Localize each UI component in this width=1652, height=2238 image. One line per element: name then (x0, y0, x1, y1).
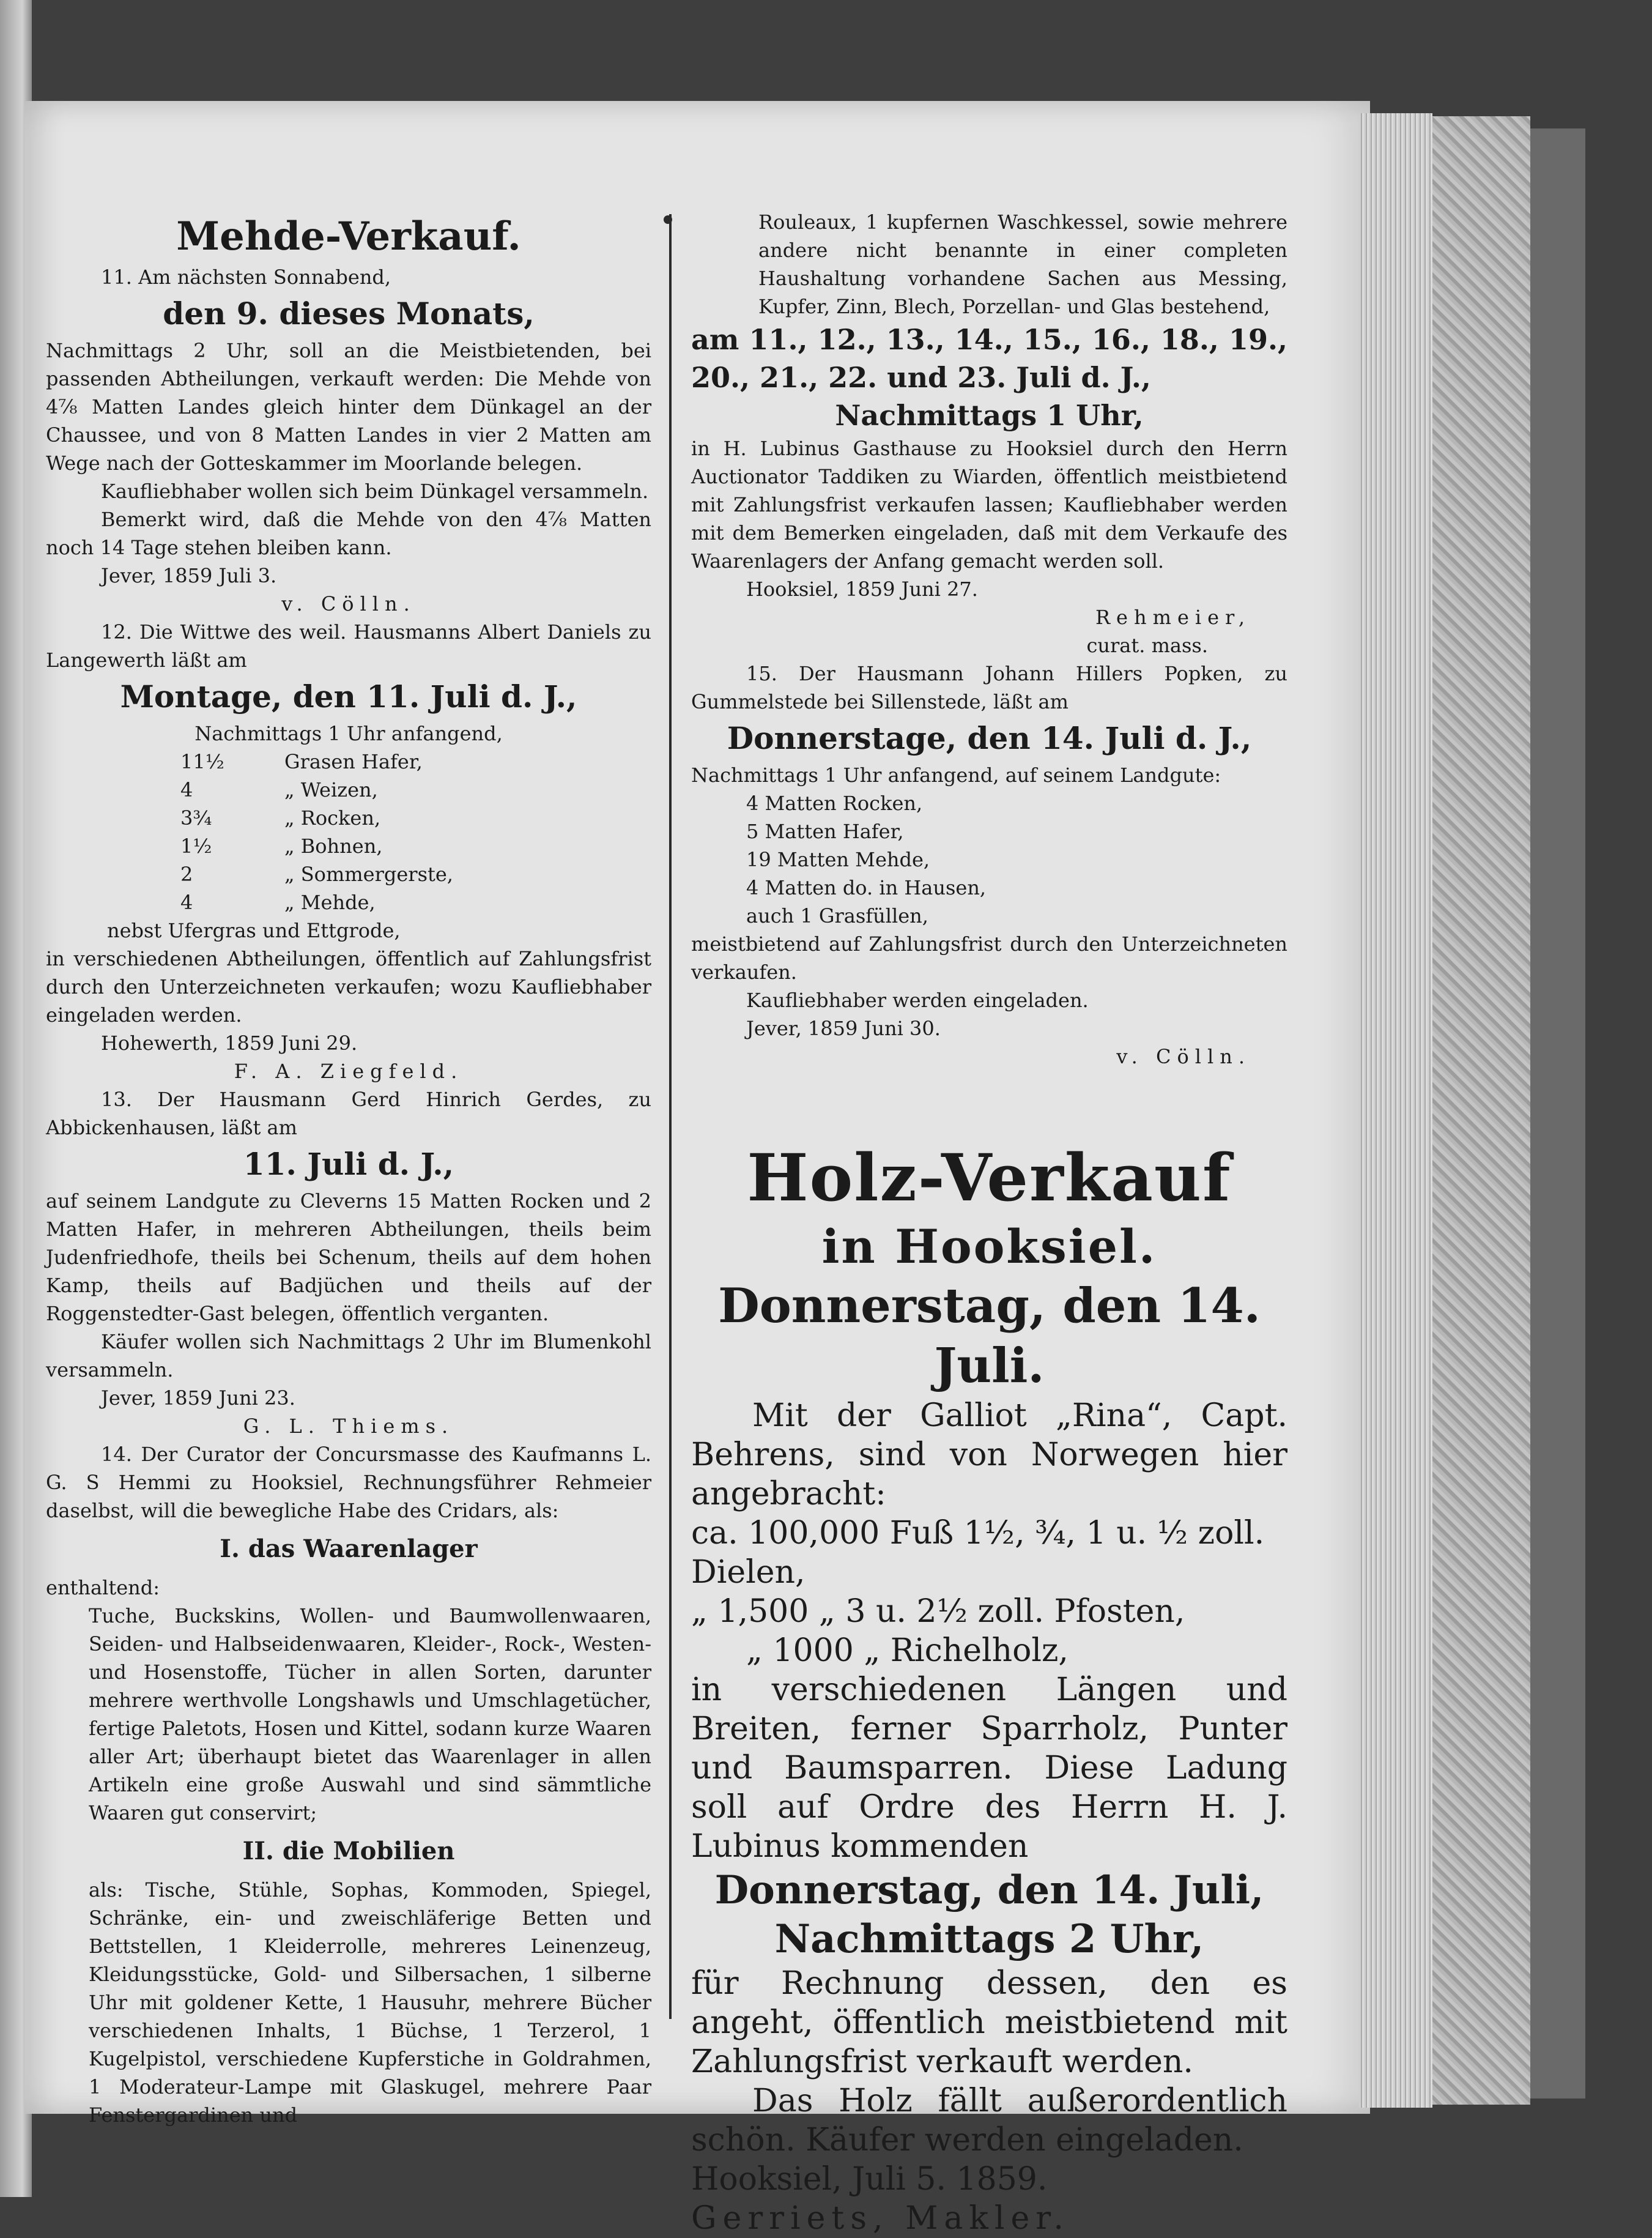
notice-15-list (691, 789, 1287, 930)
ad-signature: Gerriets, Makler. (691, 2200, 1070, 2237)
notice-14-dates: am 11., 12., 13., 14., 15., 16., 18., 19., 20., 21., 22. und 23. Juli d. J., (691, 323, 1287, 394)
notice-12-signature: F. A. Ziegfeld. (234, 1060, 464, 1083)
notice-14-time: Nachmittags 1 Uhr, (835, 399, 1144, 432)
ad-line-2: Dielen, (691, 1554, 806, 1591)
notice-14-signature-title: curat. mass. (1086, 634, 1208, 657)
notice-13-place: Jever, 1859 Juni 23. (101, 1386, 295, 1410)
notice-13-signature: G. L. Thiems. (243, 1415, 454, 1438)
notice-11-text2: Kaufliebhaber wollen sich beim Dünkagel versammeln. (101, 480, 649, 503)
list-item: 4 Matten Rocken, (746, 792, 923, 815)
notice-15-place: Jever, 1859 Juni 30. (746, 1017, 941, 1040)
list-item: 19 Matten Mehde, (746, 848, 930, 871)
list-item: 4 „ Weizen, (180, 778, 378, 801)
right-column (691, 208, 1287, 2238)
crop-list (46, 748, 651, 916)
ad-date: Donnerstag, den 14. Juli. (718, 1278, 1261, 1394)
ad-paragraph-4: Das Holz fällt außerordentlich schön. Käufer werden eingeladen. (691, 2083, 1287, 2158)
notice-11-date: den 9. dieses Monats, (163, 296, 535, 332)
ad-paragraph-2: in verschiedenen Längen und Breiten, ferner Sparrholz, Punter und Baumsparren. Diese Ladung soll auf Ordre des Herrn H. J. Lubinus kommenden (691, 1671, 1287, 1865)
ad-line-1: ca. 100,000 Fuß 1½, ¾, 1 u. ½ zoll. (691, 1515, 1265, 1552)
list-item: 3¾ „ Rocken, (180, 806, 381, 830)
ad-subtitle: in Hooksiel. (821, 1219, 1157, 1274)
notice-13-text: auf seinem Landgute zu Cleverns 15 Matten Rocken und 2 Matten Hafer, in mehreren Abtheilungen, theils beim Judenfriedhofe, theils bei Schenum, theils auf dem hohen Kamp, theils auf Badjüchen und theils auf der Roggenstedter-Gast belegen, öffentlich verganten. (46, 1189, 651, 1325)
ad-title: Holz-Verkauf (747, 1139, 1232, 1216)
left-column (46, 208, 651, 2129)
notice-15-date: Donnerstage, den 14. Juli d. J., (727, 720, 1252, 756)
list-item: 11½ Grasen Hafer, (180, 750, 423, 773)
notice-15-intro: 15. Der Hausmann Johann Hillers Popken, zu Gummelstede bei Sillenstede, läßt am (691, 662, 1287, 713)
notice-12-text: in verschiedenen Abtheilungen, öffentlich auf Zahlungsfrist durch den Unterzeichneten verkaufen; wozu Kaufliebhaber eingeladen werden. (46, 947, 651, 1027)
notice-13-intro: 13. Der Hausmann Gerd Hinrich Gerdes, zu Abbickenhausen, läßt am (46, 1088, 651, 1139)
ad-auction-date: Donnerstag, den 14. Juli, (714, 1867, 1264, 1913)
list-item: 2 „ Sommergerste, (180, 863, 453, 886)
notice-11-text3: Bemerkt wird, daß die Mehde von den 4⅞ Matten noch 14 Tage stehen bleiben kann. (46, 508, 651, 559)
list-item: 4 Matten do. in Hausen, (746, 876, 987, 899)
ad-place: Hooksiel, Juli 5. 1859. (691, 2161, 1048, 2198)
notice-11-intro: 11. Am nächsten Sonnabend, (101, 266, 391, 289)
notice-13-text2: Käufer wollen sich Nachmittags 2 Uhr im Blumenkohl versammeln. (46, 1330, 651, 1381)
notice-11-signature: v. Cölln. (281, 592, 416, 615)
ad-line-4: „ 1000 „ Richelholz, (746, 1632, 1069, 1669)
notice-12-intro: 12. Die Wittwe des weil. Hausmanns Albert Daniels zu Langewerth läßt am (46, 620, 651, 672)
divider-dot (664, 215, 672, 224)
list-item: 4 „ Mehde, (180, 891, 376, 914)
notice-12-after: nebst Ufergras und Ettgrode, (107, 919, 401, 942)
heading-mehde-verkauf: Mehde-Verkauf. (176, 214, 521, 259)
notice-14-text: in H. Lubinus Gasthause zu Hooksiel durch den Herrn Auctionator Taddiken zu Wiarden, öffentlich meistbietend mit Zahlungsfrist verkaufen lassen; Kaufliebhaber werden mit dem Bemerken eingeladen, daß mit dem Verkaufe des Waarenlagers der Anfang gemacht werden soll. (691, 437, 1287, 573)
ad-paragraph-1: Mit der Galliot „Rina“, Capt. Behrens, sind von Norwegen hier angebracht: (691, 1397, 1287, 1512)
list-item: 5 Matten Hafer, (746, 820, 904, 843)
notice-15-time: Nachmittags 1 Uhr anfangend, auf seinem Landgute: (691, 764, 1221, 787)
notice-14-place: Hooksiel, 1859 Juni 27. (746, 578, 978, 601)
section-waarenlager-text: Tuche, Buckskins, Wollen- und Baumwollenwaaren, Seiden- und Halbseidenwaaren, Kleider-, Rock-, Westen- und Hosenstoffe, Tücher in allen Sorten, darunter mehrere werthvolle Longshawls und Umschlagetücher, fertige Paletots, Hosen und Kittel, sodann kurze Waaren aller Art; überhaupt bietet das Waarenlager in allen Artikeln eine große Auswahl und sind sämmtliche Waaren gut conservirt; (89, 1604, 651, 1824)
list-item: 1½ „ Bohnen, (180, 835, 383, 858)
notice-15-text: meistbietend auf Zahlungsfrist durch den Unterzeichneten verkaufen. (691, 932, 1287, 984)
notice-15-signature: v. Cölln. (1116, 1045, 1251, 1068)
book-spine (1432, 116, 1530, 2105)
notice-13-date: 11. Juli d. J., (243, 1146, 454, 1182)
section-mobilien: II. die Mobilien (242, 1837, 455, 1865)
section-mobilien-text: als: Tische, Stühle, Sophas, Kommoden, Spiegel, Schränke, ein- und zweischläferige Betten und Bettstellen, 1 Kleiderrolle, mehreres Leinenzeug, Kleidungsstücke, Gold- und Silbersachen, 1 silberne Uhr mit goldener Kette, 1 Hausuhr, mehrere Bücher verschiedenen Inhalts, 1 Büchse, 1 Terzerol, 1 Kugelpistol, verschiedene Kupferstiche in Goldrahmen, 1 Moderateur-Lampe mit Glaskugel, mehrere Paar Fenstergardinen und (89, 1878, 651, 2127)
ad-auction-time: Nachmittags 2 Uhr, (774, 1916, 1204, 1962)
page-stack-edge (1359, 113, 1432, 2108)
section-waarenlager: I. das Waarenlager (220, 1534, 478, 1563)
notice-12-time: Nachmittags 1 Uhr anfangend, (194, 722, 503, 745)
notice-14-continued: Rouleaux, 1 kupfernen Waschkessel, sowie mehrere andere nicht benannte in einer completen Haushaltung vorhandene Sachen aus Messing, Kupfer, Zinn, Blech, Porzellan- und Glas bestehend, (758, 210, 1287, 318)
ad-paragraph-3: für Rechnung dessen, den es angeht, öffentlich meistbietend mit Zahlungsfrist verkauft werden. (691, 1965, 1287, 2080)
ad-line-3: „ 1,500 „ 3 u. 2½ zoll. Pfosten, (691, 1593, 1185, 1630)
notice-12-place: Hohewerth, 1859 Juni 29. (101, 1032, 358, 1055)
notice-11-text: Nachmittags 2 Uhr, soll an die Meistbietenden, bei passenden Abtheilungen, verkauft werden: Die Mehde von 4⅞ Matten Landes gleich hinter dem Dünkagel an der Chaussee, und von 8 Matten Landes in vier 2 Matten am Wege nach der Gotteskammer im Moorlande belegen. (46, 339, 651, 475)
notice-15-text2: Kaufliebhaber werden eingeladen. (746, 989, 1089, 1012)
notice-14-signature: Rehmeier, (1095, 606, 1251, 629)
section-waarenlager-a: enthaltend: (46, 1576, 160, 1599)
book-binding (1530, 128, 1585, 2099)
column-divider (669, 214, 672, 2019)
notice-11-place: Jever, 1859 Juli 3. (101, 564, 277, 587)
list-item: auch 1 Grasfüllen, (746, 904, 928, 928)
notice-12-date: Montage, den 11. Juli d. J., (120, 678, 577, 715)
notice-14-intro: 14. Der Curator der Concursmasse des Kaufmanns L. G. S Hemmi zu Hooksiel, Rechnungsführer Rehmeier daselbst, will die bewegliche Habe des Cridars, als: (46, 1443, 651, 1522)
